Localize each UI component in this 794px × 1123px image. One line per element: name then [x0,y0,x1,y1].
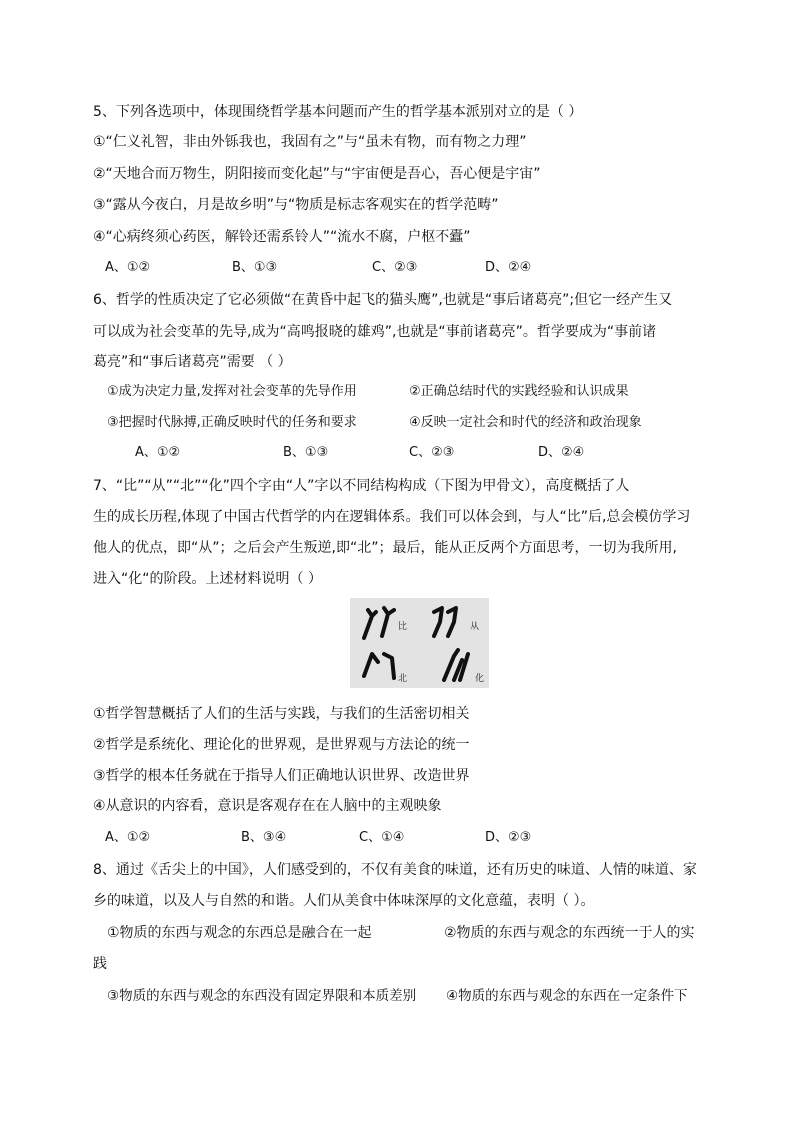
oracle-bone-figure [350,598,489,688]
q7-item-2: ②哲学是系统化、理论化的世界观，是世界观与方法论的统一 [93,737,470,753]
q5-item-4: ④“心病终须心药医，解铃还需系铃人”“流水不腐，户枢不蠹” [93,229,471,245]
q7-item-1: ①哲学智慧概括了人们的生活与实践，与我们的生活密切相关 [93,706,470,722]
q6-stem-line-1: 6、哲学的性质决定了它必须做“在黄昏中起飞的猫头鹰”,也就是“事后诸葛亮”;但它一经产生又 [93,292,673,308]
q7-stem-line-2: 生的成长历程,体现了中国古代哲学的内在逻辑体系。我们可以体会到，与人“比”后,总会模仿学习 [93,509,691,525]
q8-stem-line-1: 8、通过《舌尖上的中国》，人们感受到的，不仅有美食的味道，还有历史的味道、人情的味道、家 [93,862,697,878]
figure-label-cong: 从 [470,622,480,632]
q8-stem-line-2: 乡的味道，以及人与自然的和谐。人们从美食中体味深厚的文化意蕴，表明（ ）。 [93,893,595,909]
q7-item-4: ④从意识的内容看，意识是客观存在在人脑中的主观映象 [93,798,442,814]
q6-item-2: ②正确总结时代的实践经验和认识成果 [409,384,629,399]
q7-stem-line-3: 他人的优点，即“从”；之后会产生叛逆,即“北”；最后，能从正反两个方面思考，一切为我所用, [93,540,677,556]
q7-stem-line-1: 7、“比”“从”“北”“化”四个字由“人”字以不同结构构成（下图为甲骨文），高度概括了人 [93,478,630,494]
q6-option-a: A、①② [135,445,181,460]
q6-item-4: ④反映一定社会和时代的经济和政治现象 [409,415,642,430]
q7-option-d: D、②③ [485,830,532,845]
q7-option-b: B、③④ [241,830,287,845]
figure-label-bi: 比 [398,622,408,632]
q6-item-3: ③把握时代脉搏,正确反映时代的任务和要求 [107,415,357,430]
q5-option-b: B、①③ [232,260,278,275]
q6-options [135,443,635,463]
figure-label-bei: 北 [398,674,408,684]
oracle-glyph-bei-icon [360,646,420,686]
q6-stem-line-3: 葛亮”和“事后诸葛亮”需要 （ ） [93,354,292,370]
q6-stem-line-2: 可以成为社会变革的先导,成为“高鸣报晓的雄鸡”,也就是“事前诸葛亮”。哲学要成为“事前诸 [93,324,657,340]
q6-option-d: D、②④ [538,445,585,460]
q5-option-a: A、①② [105,260,151,275]
q5-item-2: ②“天地合而万物生，阴阳接而变化起”与“宇宙便是吾心，吾心便是宇宙” [93,166,541,182]
q7-option-c: C、①④ [359,830,405,845]
q6-item-1: ①成为决定力量,发挥对社会变革的先导作用 [107,384,357,399]
q7-options [105,828,605,848]
q7-item-3: ③哲学的根本任务就在于指导人们正确地认识世界、改造世界 [93,768,470,784]
q8-item-4: ④物质的东西与观念的东西在一定条件下 [446,988,688,1004]
figure-label-hua: 化 [475,674,485,684]
q5-options [105,258,605,278]
q7-stem-line-4: 进入“化“的阶段。上述材料说明（ ） [93,571,322,587]
q8-item-2-cont: 践 [93,956,107,972]
q8-item-2: ②物质的东西与观念的东西统一于人的实 [444,925,695,941]
q7-option-a: A、①② [105,830,151,845]
q8-item-3: ③物质的东西与观念的东西没有固定界限和本质差别 [107,988,417,1004]
q5-option-d: D、②④ [485,260,532,275]
q6-option-c: C、②③ [409,445,455,460]
oracle-glyph-bi-icon [358,602,418,644]
q6-option-b: B、①③ [283,445,329,460]
q5-item-3: ③“露从今夜白，月是故乡明”与“物质是标志客观实在的哲学范畴” [93,197,499,213]
q8-item-1: ①物质的东西与观念的东西总是融合在一起 [107,925,372,941]
q5-item-1: ①“仁义礼智，非由外铄我也，我固有之”与“虽未有物，而有物之力理” [93,134,527,150]
q5-stem: 5、下列各选项中，体现围绕哲学基本问题而产生的哲学基本派别对立的是（ ） [93,104,583,120]
q5-option-c: C、②③ [372,260,418,275]
